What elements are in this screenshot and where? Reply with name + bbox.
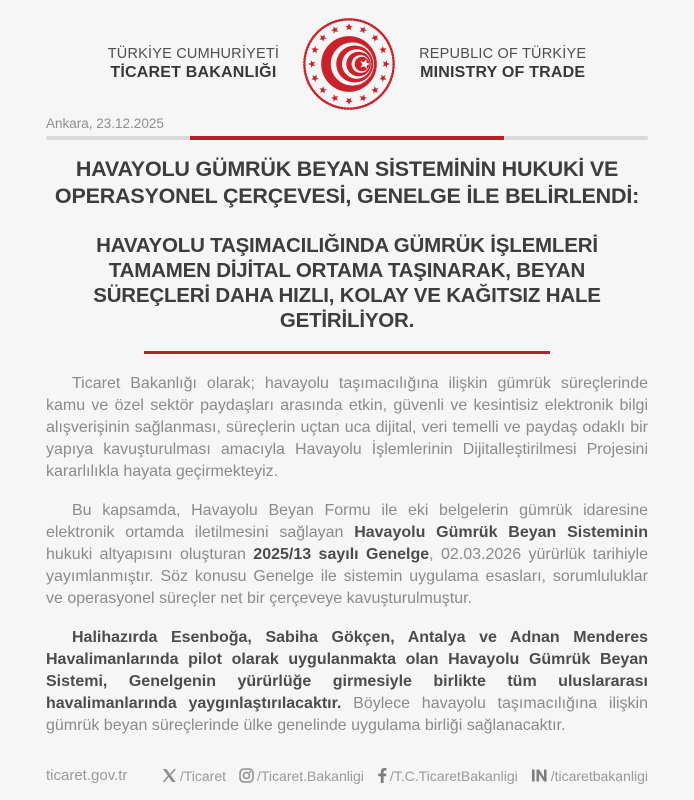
org-name-english — [419, 45, 586, 83]
ministry-emblem-icon — [301, 16, 397, 112]
org-tr-line1: TÜRKİYE CUMHURİYETİ — [107, 45, 280, 62]
social-handle: /T.C.TicaretBakanligi — [389, 767, 518, 784]
paragraph-text-bold: Havayolu Gümrük Beyan Sisteminin — [354, 524, 649, 542]
paragraph — [46, 373, 648, 483]
paragraph-text: Bu kapsamda, Havayolu Beyan Formu ile eki belgelerin gümrük idaresine elektronik ortamda iletilmesini sağlayan — [46, 502, 648, 542]
headline: HAVAYOLU GÜMRÜK BEYAN SİSTEMİNİN HUKUKİ VE OPERASYONEL ÇERÇEVESİ, GENELGE İLE BELİRLENDİ: — [54, 157, 640, 208]
paragraph-text-bold: Halihazırda Esenboğa, Sabiha Gökçen, Antalya ve Adnan Menderes Havalimanlarında pilot olarak uygulanmakta olan Havayolu Gümrük Beyan Sistemi, Genelgenin yürürlüğe girmesiyle birlikte tüm uluslararası havalimanlarında yaygınlaştırılacaktır. — [46, 629, 648, 713]
social-link-x[interactable] — [162, 768, 226, 784]
subheadline: HAVAYOLU TAŞIMACILIĞINDA GÜMRÜK İŞLEMLERİ TAMAMEN DİJİTAL ORTAMA TAŞINARAK, BEYAN SÜREÇLERİ DAHA HIZLI, KOLAY VE KAĞITSIZ HALE GETİRİLİYOR. — [93, 234, 601, 333]
social-links — [162, 768, 648, 784]
org-tr-line2: TİCARET BAKANLIĞI — [110, 64, 277, 82]
social-handle: /ticaretbakanligi — [550, 767, 648, 784]
x-icon — [162, 768, 177, 783]
paragraph-text-bold: 2025/13 sayılı Genelge — [253, 546, 430, 564]
header-divider-accent — [190, 136, 504, 140]
org-en-line2: MINISTRY OF TRADE — [420, 64, 586, 82]
paragraph — [46, 500, 648, 610]
paragraph — [46, 627, 648, 737]
org-en-line1: REPUBLIC OF TÜRKİYE — [419, 45, 587, 62]
nsosyal-icon — [531, 768, 548, 783]
social-link-instagram[interactable] — [239, 768, 364, 784]
body-paragraphs — [46, 356, 648, 737]
social-link-nsosyal[interactable] — [531, 768, 648, 784]
footer — [46, 767, 648, 784]
ministry-of-trade-logo — [301, 16, 397, 112]
instagram-icon — [239, 768, 254, 783]
website-link[interactable]: ticaret.gov.tr — [46, 767, 128, 784]
social-handle: /Ticaret.Bakanligi — [257, 767, 364, 784]
dateline: Ankara, 23.12.2025 — [46, 116, 164, 131]
facebook-icon — [377, 768, 387, 783]
paragraph-text: hukuki altyapısını oluşturan — [46, 546, 254, 564]
social-link-facebook[interactable] — [377, 768, 518, 784]
org-name-turkish — [108, 45, 279, 83]
social-handle: /Ticaret — [179, 767, 226, 784]
subheadline-rule — [144, 351, 550, 354]
paragraph-text: , 02.03.2026 yürürlük tarihiyle yayımlanmıştır. Söz konusu Genelge ile sistemin uygulama esasları, sorumluluklar ve operasyonel süreçler net bir çerçeveye kavuşturulmuştur. — [46, 546, 649, 608]
paragraph-text: Böylece havayolu taşımacılığına ilişkin gümrük beyan süreçlerinde ülke genelinde uygulama birliği sağlanacaktır. — [46, 695, 649, 735]
masthead — [46, 16, 648, 112]
header-divider — [46, 136, 648, 140]
paragraph-text: Ticaret Bakanlığı olarak; havayolu taşımacılığına ilişkin gümrük süreçlerinde kamu ve özel sektör paydaşları arasında etkin, güvenli ve kesintisiz elektronik bilgi alışverişinin sağlanması, süreçlerin uçtan uca dijital, veri temelli ve paydaş odaklı bir yapıya kavuşturulması amacıyla Havayolu İşlemlerinin Dijitalleştirilmesi Projesini kararlılıkla hayata geçirmekteyiz. — [46, 375, 648, 481]
